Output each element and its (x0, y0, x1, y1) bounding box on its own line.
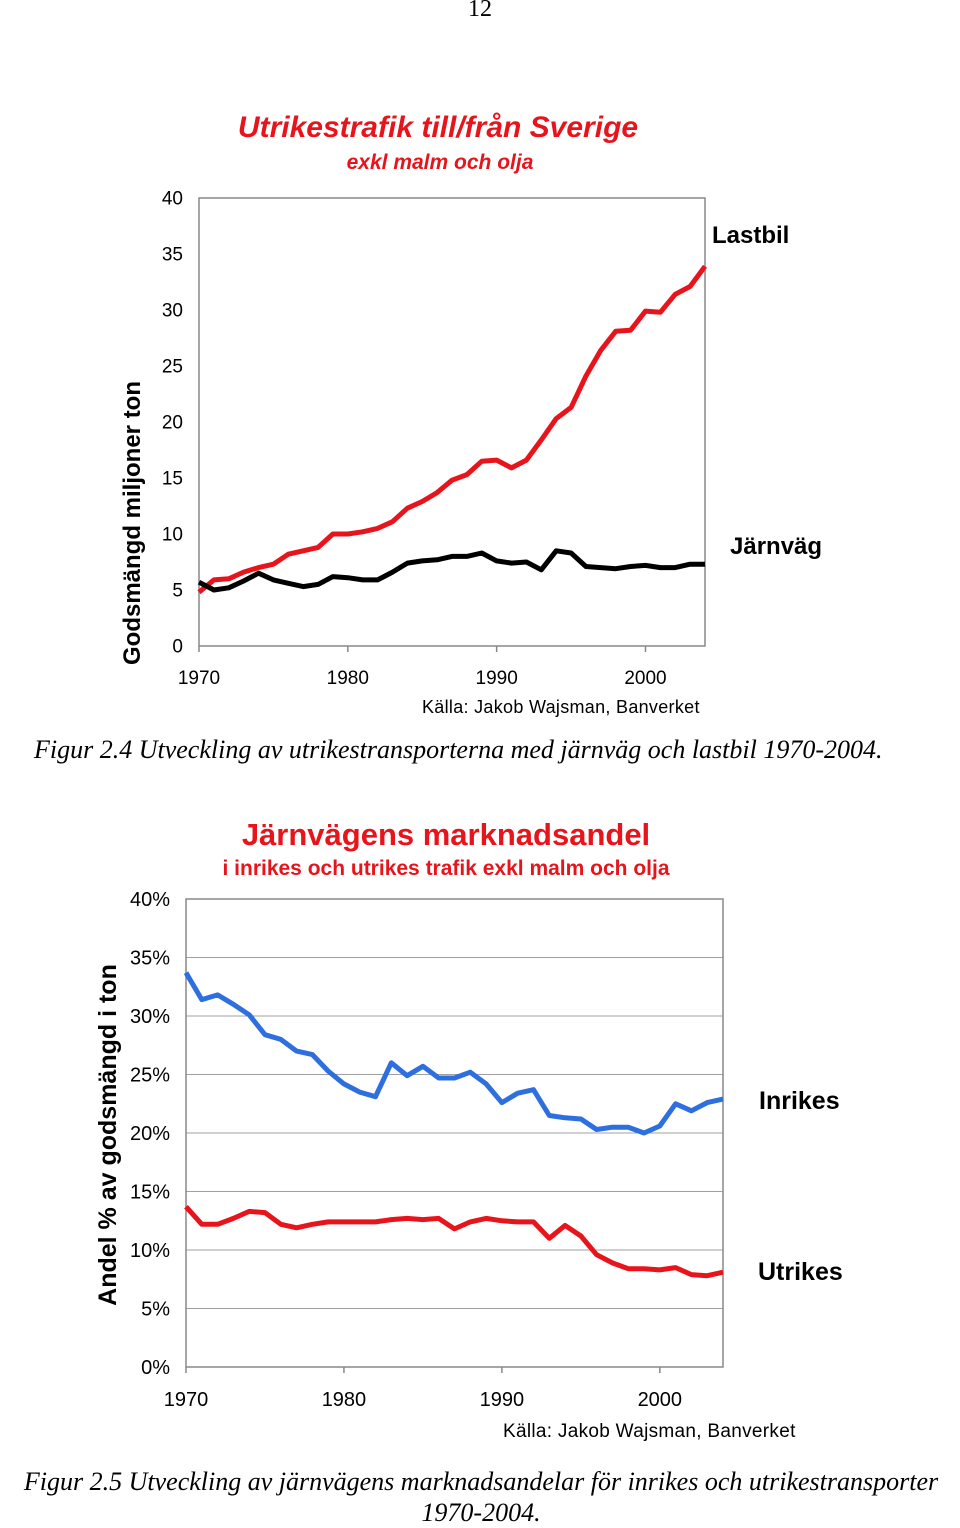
chart1-y-tick-label: 35 (161, 244, 183, 266)
chart2-subtitle: i inrikes och utrikes trafik exkl malm och olja (222, 857, 670, 880)
page-number: 12 (468, 0, 492, 22)
chart2-source: Källa: Jakob Wajsman, Banverket (503, 1421, 796, 1442)
chart1-title: Utrikestrafik till/från Sverige (237, 111, 639, 144)
figure-caption-2-5: Figur 2.5 Utveckling av järnvägens marknadsandelar för inrikes och utrikestransporter 1970-2004. (23, 1467, 939, 1527)
chart2-y-tick-label: 40% (129, 889, 170, 911)
chart-utrikestrafik (0, 100, 960, 720)
chart1-x-tick-label: 1970 (177, 668, 221, 689)
chart2-series-utrikes-line (186, 1207, 723, 1276)
chart1-y-tick-label: 30 (161, 300, 183, 322)
chart2-y-tick-label: 10% (129, 1240, 170, 1262)
chart1-y-axis-label: Godsmängd miljoner ton (119, 380, 146, 666)
chart1-x-tick-label: 2000 (624, 668, 667, 689)
chart2-x-tick-label: 1990 (479, 1389, 525, 1411)
chart-marknadsandel (0, 810, 960, 1450)
chart1-y-tick-label: 0 (172, 636, 183, 658)
chart1-x-tick-label: 1980 (326, 668, 369, 689)
chart2-x-tick-label: 1970 (163, 1389, 209, 1411)
chart2-series-inrikes-line (186, 973, 723, 1133)
chart1-y-tick-label: 40 (161, 188, 183, 210)
chart2-y-tick-label: 20% (129, 1123, 170, 1145)
chart2-y-axis-label: Andel % av godsmängd i ton (94, 964, 122, 1306)
chart2-title: Järnvägens marknadsandel (241, 817, 651, 852)
figure-caption-2-4: Figur 2.4 Utveckling av utrikestransporterna med järnväg och lastbil 1970-2004. (34, 735, 883, 764)
chart1-y-tick-label: 25 (161, 356, 183, 378)
chart1-y-tick-label: 10 (161, 524, 183, 546)
chart2-x-tick-label: 2000 (637, 1389, 683, 1411)
chart1-x-tick-label: 1990 (475, 668, 518, 689)
chart2-y-tick-label: 0% (141, 1357, 170, 1379)
chart1-series-lastbil-line (199, 266, 705, 592)
chart2-legend-inrikes: Inrikes (759, 1087, 840, 1115)
chart1-legend-jarnvag: Järnväg (730, 533, 823, 560)
chart2-y-tick-label: 5% (141, 1298, 170, 1321)
chart2-y-tick-label: 25% (129, 1064, 170, 1087)
chart1-legend-lastbil: Lastbil (712, 222, 790, 249)
chart2-y-tick-label: 30% (129, 1006, 170, 1028)
chart2-y-tick-label: 35% (129, 947, 170, 970)
chart1-y-tick-label: 15 (161, 468, 183, 490)
chart1-y-tick-label: 20 (161, 412, 183, 434)
chart2-legend-utrikes: Utrikes (758, 1258, 843, 1286)
chart2-x-tick-label: 1980 (321, 1389, 367, 1411)
chart1-source: Källa: Jakob Wajsman, Banverket (422, 697, 700, 717)
chart2-y-tick-label: 15% (129, 1181, 170, 1204)
chart1-y-tick-label: 5 (172, 580, 183, 602)
chart1-subtitle: exkl malm och olja (346, 151, 534, 174)
chart1-series-jrnvg-line (199, 551, 705, 590)
